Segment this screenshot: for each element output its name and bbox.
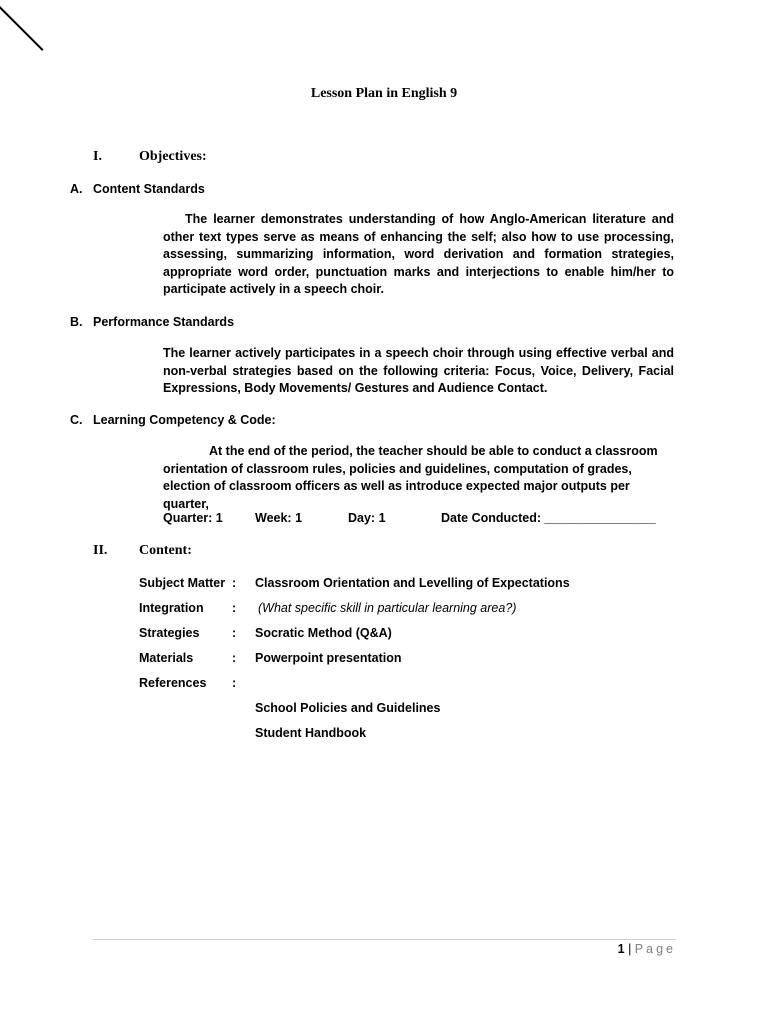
row-colon: : [232,601,237,615]
footer-separator: | [624,942,635,956]
week-field: Week: 1 [255,511,303,525]
row-value: Powerpoint presentation [255,651,402,665]
section-number: II. [93,543,108,558]
day-field: Day: 1 [348,511,386,525]
item-letter: B. [70,315,83,329]
document-title: Lesson Plan in English 9 [310,86,458,101]
row-colon: : [232,676,237,690]
date-conducted-field: Date Conducted: ________________ [441,511,656,525]
row-colon: : [232,576,237,590]
learning-competency-heading [70,413,276,427]
content-standards-text: The learner demonstrates understanding of how Anglo-American literature and other text types serve as means of enhancing the self; also how to use processing, assessing, summarizing information, word derivation and formation strategies, appropriate word order, punctuation marks and interjections to enable him/her to participate actively in a speech choir. [163,212,674,297]
reference-text: Student Handbook [255,726,367,740]
reference-text: School Policies and Guidelines [255,701,441,715]
page-word: Page [634,942,676,956]
item-label: Content Standards [93,182,205,196]
row-colon: : [232,626,237,640]
section-number: I. [93,149,102,164]
row-value: Socratic Method (Q&A) [255,626,392,640]
section-heading: Objectives: [139,149,207,164]
section-heading: Content: [139,543,192,558]
row-label: Materials [139,651,194,665]
performance-standards-text: The learner actively participates in a speech choir through using effective verbal and non-verbal strategies based on the following criteria: Focus, Voice, Delivery, Facial Expressions, Body Movements/ Gestures and Audience Contact. [163,346,674,396]
page-footer [618,942,676,956]
corner-diagonal-line [0,0,43,51]
row-label: References [139,676,207,690]
row-label: Subject Matter [139,576,226,590]
row-colon: : [232,651,237,665]
row-value: Classroom Orientation and Levelling of Expectations [255,576,570,590]
footer-rule [93,939,676,940]
page-number: 1 [617,942,625,956]
content-standards-heading [70,182,205,196]
item-label: Learning Competency & Code: [93,413,276,427]
item-letter: C. [70,413,83,427]
item-label: Performance Standards [93,315,235,329]
learning-competency-text: At the end of the period, the teacher should be able to conduct a classroom orientation of classroom rules, policies and guidelines, computation of grades, election of classroom officers as well as introduce expected major outputs per quarter, [163,444,658,511]
item-letter: A. [70,182,83,196]
row-label: Integration [139,601,204,615]
quarter-field: Quarter: 1 [163,511,223,525]
performance-standards-heading [70,315,234,329]
row-label: Strategies [139,626,200,640]
row-value: (What specific skill in particular learning area?) [258,601,517,615]
